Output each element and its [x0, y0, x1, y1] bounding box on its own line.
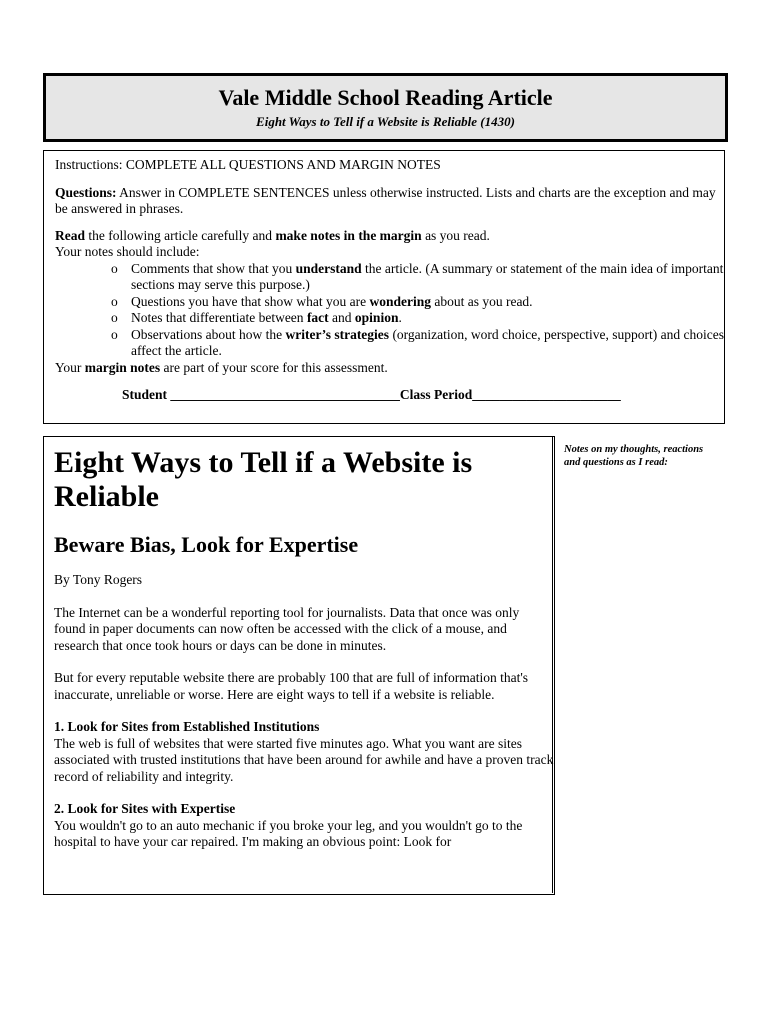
- bullet-text: Notes that differentiate between: [131, 310, 307, 325]
- section-text: You wouldn't go to an auto mechanic if you broke your leg, and you wouldn't go to the hospital to have your car repaired. I'm making an obvious point: Look for: [54, 817, 523, 849]
- bullet-text: Comments that show that you: [131, 260, 296, 276]
- read-paragraph: [55, 228, 724, 245]
- score-bold: margin notes: [84, 359, 161, 375]
- score-text: Your: [55, 359, 85, 375]
- margin-notes-label: Notes on my thoughts, reactions and questions as I read:: [564, 444, 704, 468]
- document-title: Vale Middle School Reading Article: [218, 85, 553, 110]
- section-heading: 2. Look for Sites with Expertise: [54, 801, 236, 816]
- score-note: [55, 360, 724, 377]
- article-box: [43, 436, 555, 895]
- read-text: the following article carefully and: [85, 227, 276, 243]
- score-text: are part of your score for this assessment.: [160, 359, 388, 375]
- notes-list-item: [111, 294, 724, 311]
- read-bold: make notes in the margin: [275, 227, 422, 243]
- section-heading: 1. Look for Sites from Established Institutions: [54, 719, 320, 734]
- bullet-text: about as you read.: [430, 293, 533, 309]
- notes-list-item: [111, 310, 724, 327]
- bullet-text: Questions you have that show what you are: [131, 293, 370, 309]
- title-box: [43, 73, 728, 142]
- bullet-bold: understand: [295, 260, 362, 276]
- article-title: Eight Ways to Tell if a Website is Reliable: [54, 446, 473, 513]
- bullet-text: .: [398, 310, 402, 325]
- document-subtitle: Eight Ways to Tell if a Website is Reliable (1430): [256, 114, 515, 129]
- instructions-box: [43, 150, 725, 424]
- article-subtitle: Beware Bias, Look for Expertise: [54, 532, 359, 557]
- read-end: as you read.: [421, 227, 490, 243]
- article-paragraph: But for every reputable website there are probably 100 that are full of information that's inaccurate, unreliable or worse. Here are eight ways to tell if a website is reliable.: [54, 670, 529, 702]
- bullet-bold: opinion: [354, 310, 399, 325]
- article-byline: By Tony Rogers: [54, 572, 143, 587]
- instructions-heading: Instructions: COMPLETE ALL QUESTIONS AND MARGIN NOTES: [55, 157, 441, 172]
- questions-text: Answer in COMPLETE SENTENCES unless otherwise instructed. Lists and charts are the exception and may be answered in phrases.: [55, 184, 716, 216]
- section-text: The web is full of websites that were started five minutes ago. What you want are sites associated with trusted institutions that have been around for awhile and have a proven track record of reliability and integrity.: [54, 735, 554, 784]
- article-paragraph: The Internet can be a wonderful reporting tool for journalists. Data that once was only found in paper documents can now often be accessed with the click of a mouse, and research that once took hours or days can be done in minutes.: [54, 604, 520, 653]
- bullet-text: (organization, word choice, perspective, support) and choices affect the article.: [131, 326, 724, 358]
- bullet-bold: wondering: [369, 293, 431, 309]
- notes-list: [55, 261, 724, 360]
- bullet-bold: writer’s strategies: [285, 326, 390, 342]
- bullet-text: Observations about how the: [131, 326, 286, 342]
- notes-list-item: [111, 327, 724, 360]
- bullet-bold: fact: [306, 310, 329, 325]
- read-label: Read: [55, 227, 85, 243]
- margin-notes-column: [552, 436, 721, 893]
- bullet-text: the article. (A summary or statement of the main idea of important sections may serve this purpose.): [131, 260, 724, 292]
- notes-list-item: [111, 261, 724, 294]
- questions-label: Questions:: [55, 184, 117, 200]
- bullet-text: and: [328, 310, 355, 325]
- questions-paragraph: [55, 185, 724, 218]
- notes-intro: Your notes should include:: [55, 244, 200, 259]
- student-class-period-line: Student __________________________________Class Period______________________: [122, 387, 621, 402]
